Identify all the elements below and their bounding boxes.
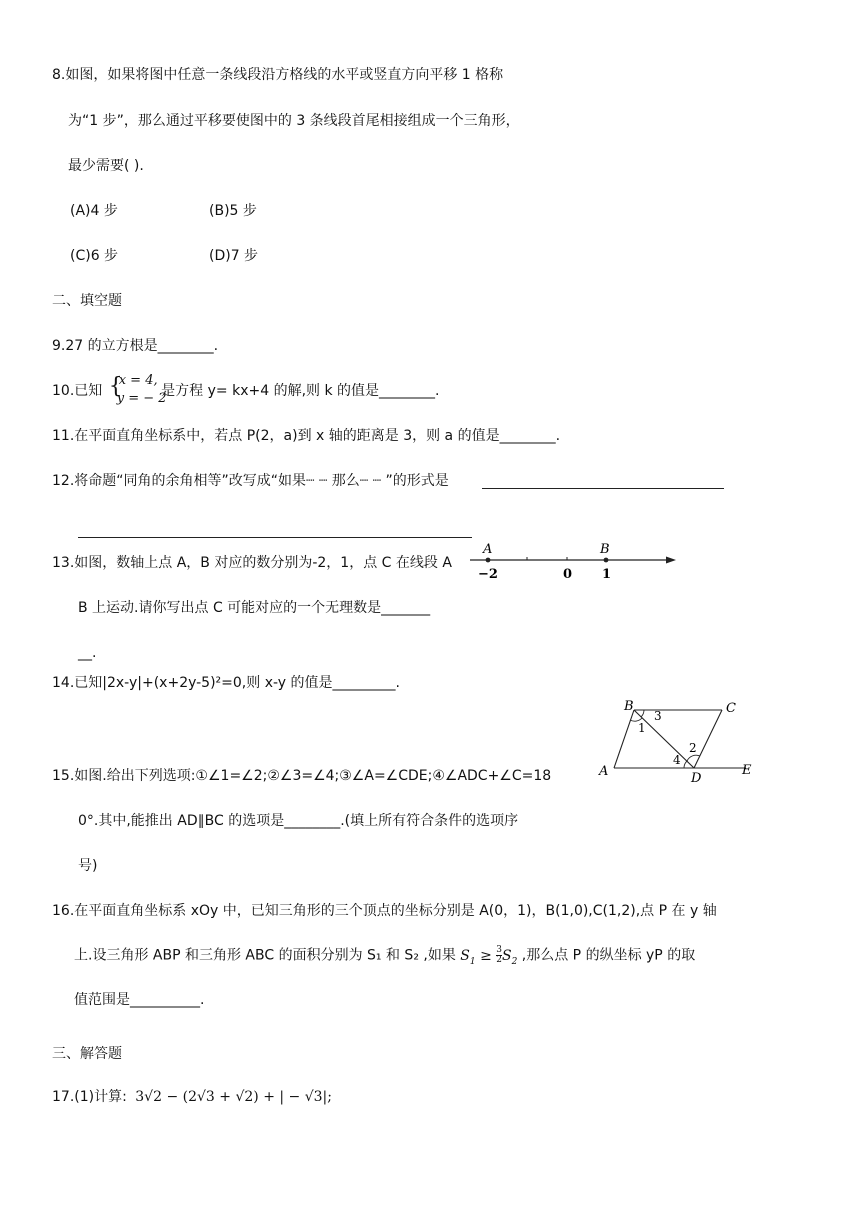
q16-line2-prefix: 上.设三角形 ABP 和三角形 ABC 的面积分别为 S₁ 和 S₂ ,如果 <box>74 947 456 964</box>
q10-row1: x = 4, <box>118 373 158 388</box>
fig-label-b: B <box>624 699 634 714</box>
q10-row2: y = − 2 <box>116 391 167 406</box>
segment-bd <box>634 710 694 768</box>
q13-line2: B 上运动.请你写出点 C 可能对应的一个无理数是_______ <box>78 600 431 616</box>
q12-text: 12.将命题“同角的余角相等”改写成“如果┈ ┈ 那么┈ ┈ ”的形式是 <box>52 473 449 489</box>
fig-label-c: C <box>726 701 736 716</box>
q13-line3: __. <box>78 645 97 661</box>
q10-prefix: 10.已知 <box>52 383 103 399</box>
q10-suffix: 是方程 y= kx+4 的解,则 k 的值是________. <box>161 383 440 399</box>
number-line-label-b: B <box>600 542 610 557</box>
ineq-s1: S <box>460 947 470 964</box>
section-title-fill-in: 二、填空题 <box>52 293 122 309</box>
q16-line2 <box>74 946 695 970</box>
q9-text: 9.27 的立方根是________. <box>52 338 219 354</box>
q12-answer-blank-1[interactable] <box>482 488 724 489</box>
q8-line3: 最少需要( ). <box>68 158 144 174</box>
q17-text <box>52 1088 332 1106</box>
ineq-sub1: 1 <box>469 956 476 967</box>
q8-option-b: (B)5 步 <box>209 203 257 219</box>
fig-angle-label-1: 1 <box>638 721 646 735</box>
number-line-point-a <box>486 558 491 563</box>
q8-line2: 为“1 步”，那么通过平移要使图中的 3 条线段首尾相接组成一个三角形， <box>68 113 520 129</box>
number-line-arrow <box>666 557 676 564</box>
q16-inequality <box>460 945 521 967</box>
angle-arc-4 <box>684 761 687 768</box>
fig-angle-label-2: 2 <box>689 741 697 755</box>
q12-answer-blank-2[interactable] <box>78 537 472 538</box>
section-title-solutions: 三、解答题 <box>52 1046 122 1062</box>
number-line-tick-label-1: 1 <box>602 567 612 582</box>
number-line-point-b <box>604 558 609 563</box>
q13-number-line <box>470 538 680 586</box>
q14-text: 14.已知|2x-y|+(x+2y-5)²=0,则 x-y 的值是_________. <box>52 675 400 691</box>
angle-arc-3 <box>641 710 644 717</box>
q10-text <box>52 373 440 406</box>
q10-equation-system <box>107 373 167 406</box>
fig-label-a: A <box>599 764 609 779</box>
ineq-sub2: 2 <box>511 956 518 967</box>
segment-ab <box>614 710 634 768</box>
number-line-tick-label-neg2: −2 <box>478 567 498 582</box>
q11-text: 11.在平面直角坐标系中，若点 P(2，a)到 x 轴的距离是 3，则 a 的值是________. <box>52 428 561 444</box>
q16-line2-suffix: ,那么点 P 的纵坐标 yP 的取 <box>521 947 696 964</box>
fig-angle-label-3: 3 <box>654 709 662 723</box>
ineq-fraction-num: 3 <box>496 945 502 955</box>
q10-brace: { <box>108 374 123 399</box>
q15-line3: 号) <box>78 858 98 874</box>
number-line-tick-label-0: 0 <box>563 567 573 582</box>
q15-parallelogram-figure <box>596 696 756 788</box>
q8-option-c: (C)6 步 <box>70 248 119 264</box>
number-line-label-a: A <box>483 542 493 557</box>
fig-label-d: D <box>691 771 702 786</box>
fig-angle-label-4: 4 <box>673 753 681 767</box>
q16-line1: 16.在平面直角坐标系 xOy 中，已知三角形的三个顶点的坐标分别是 A(0，1)，B(1,0),C(1,2),点 P 在 y 轴 <box>52 903 717 919</box>
q8-option-d: (D)7 步 <box>209 248 259 264</box>
q8-line1: 8.如图，如果将图中任意一条线段沿方格线的水平或竖直方向平移 1 格称 <box>52 67 504 83</box>
fig-label-e: E <box>742 763 752 778</box>
q17-expression: 3√2 − (2√3 + √2) + | − √3|; <box>135 1089 332 1105</box>
ineq-s2: S <box>502 947 512 964</box>
q8-option-a: (A)4 步 <box>70 203 118 219</box>
ineq-ge-sign: ≥ <box>480 947 492 964</box>
q17-prefix: 17.(1)计算: <box>52 1089 127 1105</box>
segment-cd <box>694 710 722 768</box>
q15-line2: 0°.其中,能推出 AD∥BC 的选项是________.(填上所有符合条件的选项序 <box>78 813 519 829</box>
q16-line3: 值范围是__________. <box>74 992 205 1008</box>
q13-line1: 13.如图，数轴上点 A，B 对应的数分别为-2，1，点 C 在线段 A <box>52 555 452 571</box>
ineq-fraction-den: 2 <box>496 955 502 965</box>
q15-line1: 15.如图.给出下列选项:①∠1=∠2;②∠3=∠4;③∠A=∠CDE;④∠ADC+∠C=18 <box>52 768 552 784</box>
